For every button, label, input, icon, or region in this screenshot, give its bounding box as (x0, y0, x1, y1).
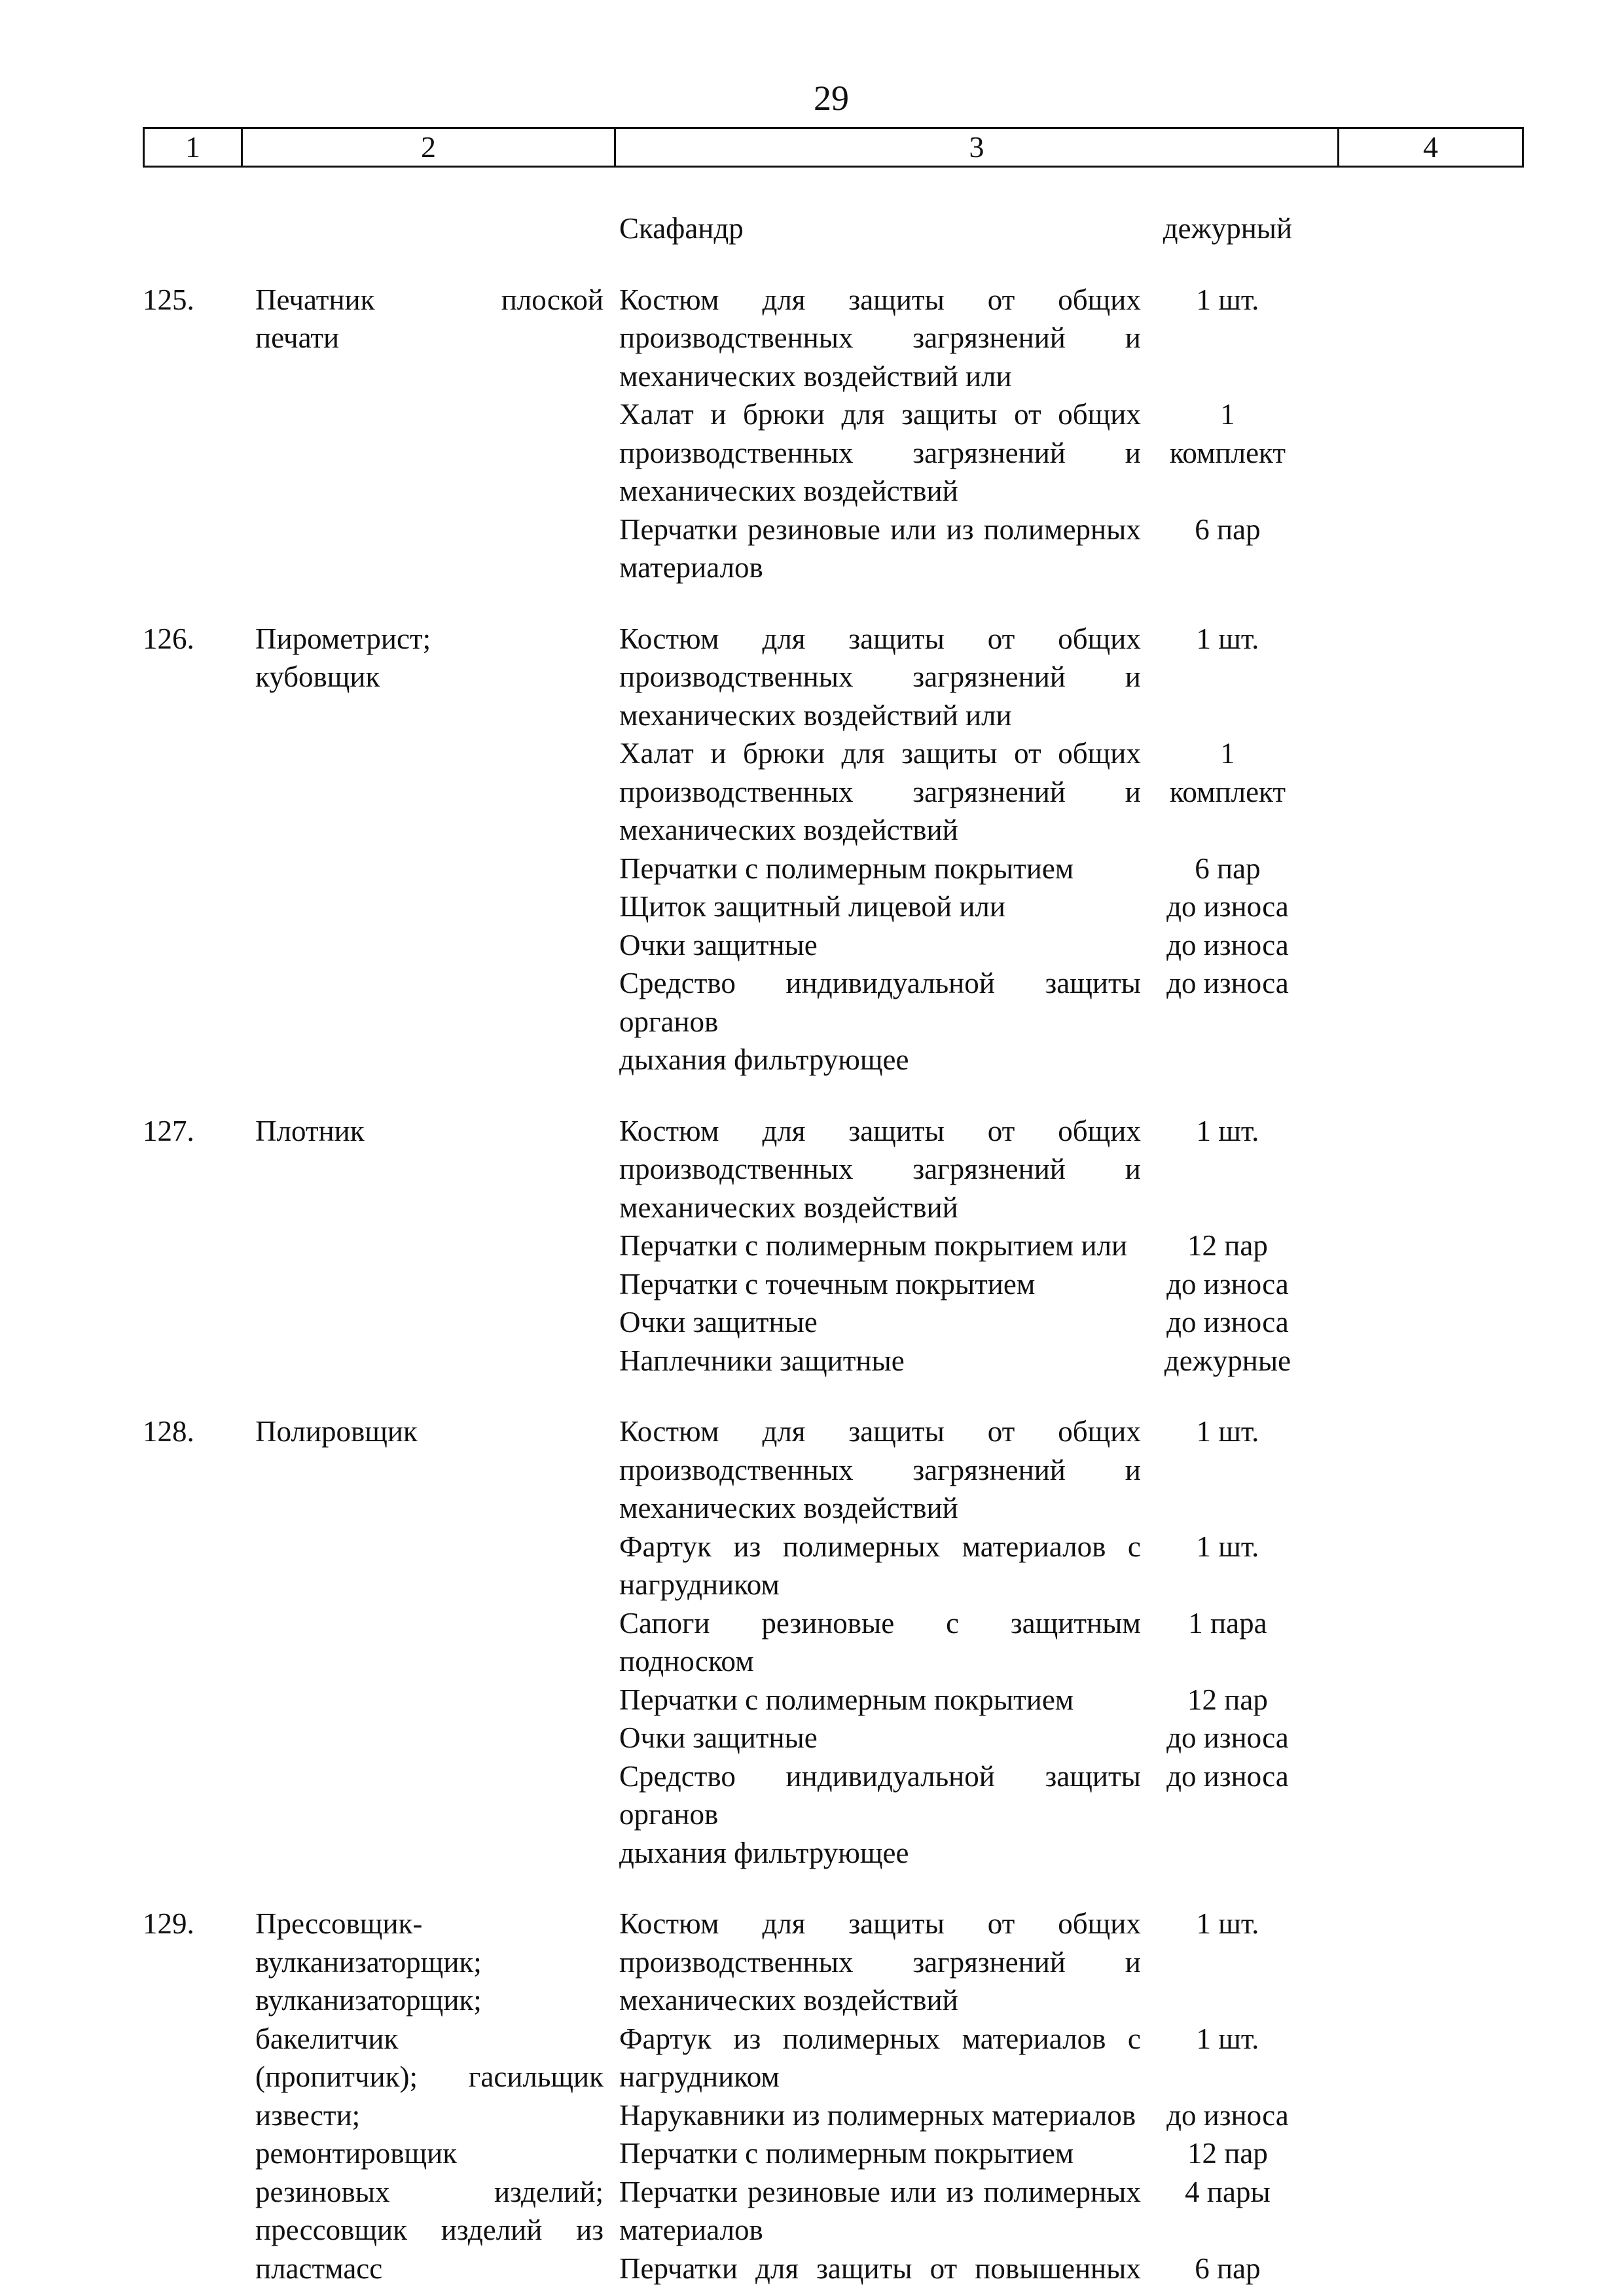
row-number: 128. (143, 1415, 194, 1448)
equipment-quantity: 6 пар (1195, 2251, 1261, 2285)
equipment-name-line: производственных загрязнений и (619, 1153, 1141, 1185)
row-number: 126. (143, 622, 194, 655)
row-number: 125. (143, 283, 194, 316)
profession-name-line: прессовщик изделий из (255, 2214, 604, 2246)
equipment-item (619, 2173, 1293, 2250)
equipment-quantity: 6 пар (1195, 852, 1261, 885)
equipment-name-line: Перчатки с полимерным покрытием (619, 852, 1074, 885)
equipment-name (619, 1227, 1141, 1265)
equipment-name (619, 1265, 1141, 1304)
equipment-item (619, 734, 1293, 850)
table-row (0, 1112, 1624, 1380)
equipment-name-line: механических воздействий (619, 1191, 958, 1224)
profession-name-line: кубовщик (255, 660, 380, 693)
equipment-name (619, 2173, 1141, 2250)
equipment-name-line: Перчатки резиновые или из полимерных (619, 512, 1141, 546)
equipment-item (619, 1757, 1293, 1873)
profession-name-line: резиновых изделий; (255, 2175, 604, 2208)
equipment-name-line: материалов (619, 2214, 763, 2246)
equipment-quantity: 4 пары (1185, 2175, 1271, 2208)
equipment-list (619, 1412, 1293, 1872)
equipment-name-line: Халат и брюки для защиты от общих (619, 737, 1141, 770)
equipment-quantity: до износа (1166, 1759, 1289, 1793)
profession-name-line: (пропитчик); гасильщик (255, 2060, 604, 2093)
equipment-name-line: производственных загрязнений и (619, 1453, 1141, 1486)
equipment-item (619, 209, 1293, 248)
equipment-quantity: 1 шт. (1196, 1530, 1259, 1563)
equipment-name-line: Фартук из полимерных материалов с (619, 2022, 1141, 2055)
table-row (0, 1412, 1624, 1872)
equipment-name-line: механических воздействий (619, 475, 958, 507)
equipment-name-line: Перчатки для защиты от повышенных (619, 2251, 1141, 2285)
equipment-quantity: до износа (1166, 1267, 1289, 1300)
equipment-list (619, 1112, 1293, 1380)
equipment-name (619, 2096, 1141, 2135)
equipment-name-line: Перчатки с полимерным покрытием (619, 2137, 1074, 2170)
equipment-name-line: Очки защитные (619, 1721, 818, 1754)
equipment-name-line: нагрудником (619, 1568, 780, 1601)
table-row (0, 620, 1624, 1079)
profession-name (255, 1905, 604, 2287)
profession-name-line: Пирометрист; (255, 622, 431, 655)
equipment-name-line: Очки защитные (619, 928, 818, 961)
equipment-name-line: производственных загрязнений и (619, 436, 1141, 469)
equipment-name-line: Перчатки с точечным покрытием (619, 1267, 1036, 1300)
table-row (0, 1905, 1624, 2287)
equipment-item (619, 511, 1293, 587)
equipment-item (619, 1412, 1293, 1528)
equipment-item (619, 2096, 1293, 2135)
row-number: 127. (143, 1114, 194, 1147)
equipment-item (619, 1227, 1293, 1265)
equipment-quantity: дежурный (1163, 212, 1293, 245)
profession-name-line: Полировщик (255, 1415, 418, 1448)
equipment-item (619, 926, 1293, 965)
equipment-quantity: 1 шт. (1196, 1415, 1259, 1448)
profession-name-line: Печатник плоской (255, 283, 604, 316)
equipment-name-line: нагрудником (619, 2060, 780, 2093)
equipment-name (619, 395, 1141, 511)
equipment-name-line: Фартук из полимерных материалов с (619, 1530, 1141, 1563)
equipment-quantity: 1 пара (1188, 1606, 1267, 1640)
equipment-name-line: производственных загрязнений и (619, 660, 1141, 693)
equipment-name-line: Щиток защитный лицевой или (619, 890, 1005, 923)
equipment-name-line: механических воздействий или (619, 359, 1012, 393)
equipment-name-line: Костюм для защиты от общих (619, 1907, 1141, 1940)
equipment-name (619, 2134, 1141, 2173)
profession-name-line: вулканизаторщик; (255, 1945, 482, 1979)
row-number: 129. (143, 1907, 194, 1940)
equipment-name (619, 1412, 1141, 1528)
equipment-quantity: дежурные (1164, 1344, 1291, 1377)
equipment-name (619, 964, 1141, 1079)
equipment-quantity: 1 шт. (1196, 1907, 1259, 1940)
equipment-name (619, 926, 1141, 965)
equipment-quantity: 1 комплект (1169, 737, 1286, 808)
equipment-list (619, 1905, 1293, 2287)
equipment-item (619, 1905, 1293, 2020)
equipment-name (619, 888, 1141, 926)
equipment-name (619, 1604, 1141, 1681)
equipment-name-line: механических воздействий (619, 1984, 958, 2017)
column-header-3: 3 (616, 129, 1339, 166)
equipment-item (619, 964, 1293, 1079)
equipment-name (619, 1719, 1141, 1757)
equipment-name (619, 1303, 1141, 1342)
equipment-name-line: Перчатки резиновые или из полимерных (619, 2175, 1141, 2208)
equipment-item (619, 281, 1293, 396)
equipment-item (619, 1303, 1293, 1342)
profession-name-line: вулканизаторщик; (255, 1984, 482, 2017)
profession-name (255, 1112, 604, 1380)
equipment-name-line: Очки защитные (619, 1306, 818, 1338)
profession-name-line: пластмасс (255, 2251, 383, 2285)
profession-name-line: ремонтировщик (255, 2137, 458, 2170)
equipment-quantity: 12 пар (1187, 1683, 1268, 1716)
equipment-quantity: 1 комплект (1169, 398, 1286, 469)
equipment-name (619, 511, 1141, 587)
equipment-quantity: до износа (1166, 1306, 1289, 1338)
equipment-quantity: 6 пар (1195, 512, 1261, 546)
profession-name-line: извести; (255, 2098, 361, 2132)
equipment-name-line: механических воздействий (619, 1492, 958, 1524)
equipment-name-line: Нарукавники из полимерных материалов (619, 2098, 1136, 2132)
table-row (0, 281, 1624, 587)
profession-name-line: бакелитчик (255, 2022, 399, 2055)
profession-name (255, 1412, 604, 1872)
continuation-row (0, 209, 1624, 248)
equipment-item (619, 620, 1293, 735)
equipment-name-line: механических воздействий (619, 814, 958, 846)
equipment-quantity: 1 шт. (1196, 1114, 1259, 1147)
equipment-quantity: 1 шт. (1196, 2022, 1259, 2055)
equipment-item (619, 1604, 1293, 1681)
equipment-quantity: 12 пар (1187, 1229, 1268, 1262)
equipment-name-line: Перчатки с полимерным покрытием (619, 1683, 1074, 1716)
equipment-name (619, 734, 1141, 850)
profession-name (255, 281, 604, 587)
equipment-name (619, 620, 1141, 735)
equipment-item (619, 1528, 1293, 1604)
equipment-name-line: производственных загрязнений и (619, 321, 1141, 354)
column-header-1: 1 (145, 129, 243, 166)
page-number: 29 (814, 79, 849, 118)
equipment-item (619, 1112, 1293, 1227)
equipment-list (619, 281, 1293, 587)
equipment-list (619, 620, 1293, 1079)
equipment-item (619, 888, 1293, 926)
equipment-name-line: Средство индивидуальной защиты органов (619, 1759, 1141, 1831)
equipment-name-line: Перчатки с полимерным покрытием или (619, 1229, 1128, 1262)
profession-name-line: Плотник (255, 1114, 365, 1147)
equipment-name-line: дыхания фильтрующее (619, 1836, 909, 1869)
equipment-quantity: до износа (1166, 1721, 1289, 1754)
equipment-name-line: Костюм для защиты от общих (619, 283, 1141, 316)
profession-name-line: печати (255, 321, 340, 354)
equipment-name (619, 1757, 1141, 1873)
equipment-name (619, 1112, 1141, 1227)
equipment-quantity: 1 шт. (1196, 283, 1259, 316)
equipment-item (619, 850, 1293, 888)
equipment-quantity: до износа (1166, 967, 1289, 999)
equipment-name-line: Сапоги резиновые с защитным подноском (619, 1606, 1141, 1677)
profession-name-line: Прессовщик- (255, 1907, 423, 1940)
column-header-row (143, 127, 1524, 168)
equipment-name (619, 2250, 1141, 2288)
equipment-name-line: дыхания фильтрующее (619, 1043, 909, 1076)
equipment-name-line: Костюм для защиты от общих (619, 1415, 1141, 1448)
equipment-name (619, 1528, 1141, 1604)
equipment-name-line: производственных загрязнений и (619, 1945, 1141, 1979)
equipment-name: Скафандр (619, 212, 744, 245)
equipment-quantity: до износа (1166, 2098, 1289, 2132)
equipment-item (619, 1719, 1293, 1757)
equipment-name (619, 2020, 1141, 2096)
equipment-name (619, 850, 1141, 888)
equipment-item (619, 2250, 1293, 2288)
equipment-item (619, 2020, 1293, 2096)
equipment-item (619, 1265, 1293, 1304)
equipment-item (619, 2134, 1293, 2173)
equipment-name-line: Костюм для защиты от общих (619, 622, 1141, 655)
column-header-2: 2 (243, 129, 616, 166)
equipment-quantity: до износа (1166, 890, 1289, 923)
equipment-item (619, 395, 1293, 511)
equipment-name-line: производственных загрязнений и (619, 775, 1141, 808)
column-header-4: 4 (1423, 130, 1438, 164)
equipment-quantity: 12 пар (1187, 2137, 1268, 2170)
ppe-table-body (0, 209, 1624, 2287)
profession-name (255, 620, 604, 1079)
equipment-name-line: Наплечники защитные (619, 1344, 905, 1377)
equipment-name-line: материалов (619, 551, 763, 584)
equipment-item (619, 1342, 1293, 1380)
equipment-quantity: 1 шт. (1196, 622, 1259, 655)
equipment-name-line: Халат и брюки для защиты от общих (619, 398, 1141, 431)
equipment-name-line: Средство индивидуальной защиты органов (619, 967, 1141, 1038)
equipment-name (619, 1342, 1141, 1380)
equipment-name (619, 1681, 1141, 1719)
equipment-name-line: механических воздействий или (619, 698, 1012, 732)
equipment-name (619, 1905, 1141, 2020)
equipment-name (619, 281, 1141, 396)
equipment-quantity: до износа (1166, 928, 1289, 961)
equipment-item (619, 1681, 1293, 1719)
equipment-name-line: Костюм для защиты от общих (619, 1114, 1141, 1147)
